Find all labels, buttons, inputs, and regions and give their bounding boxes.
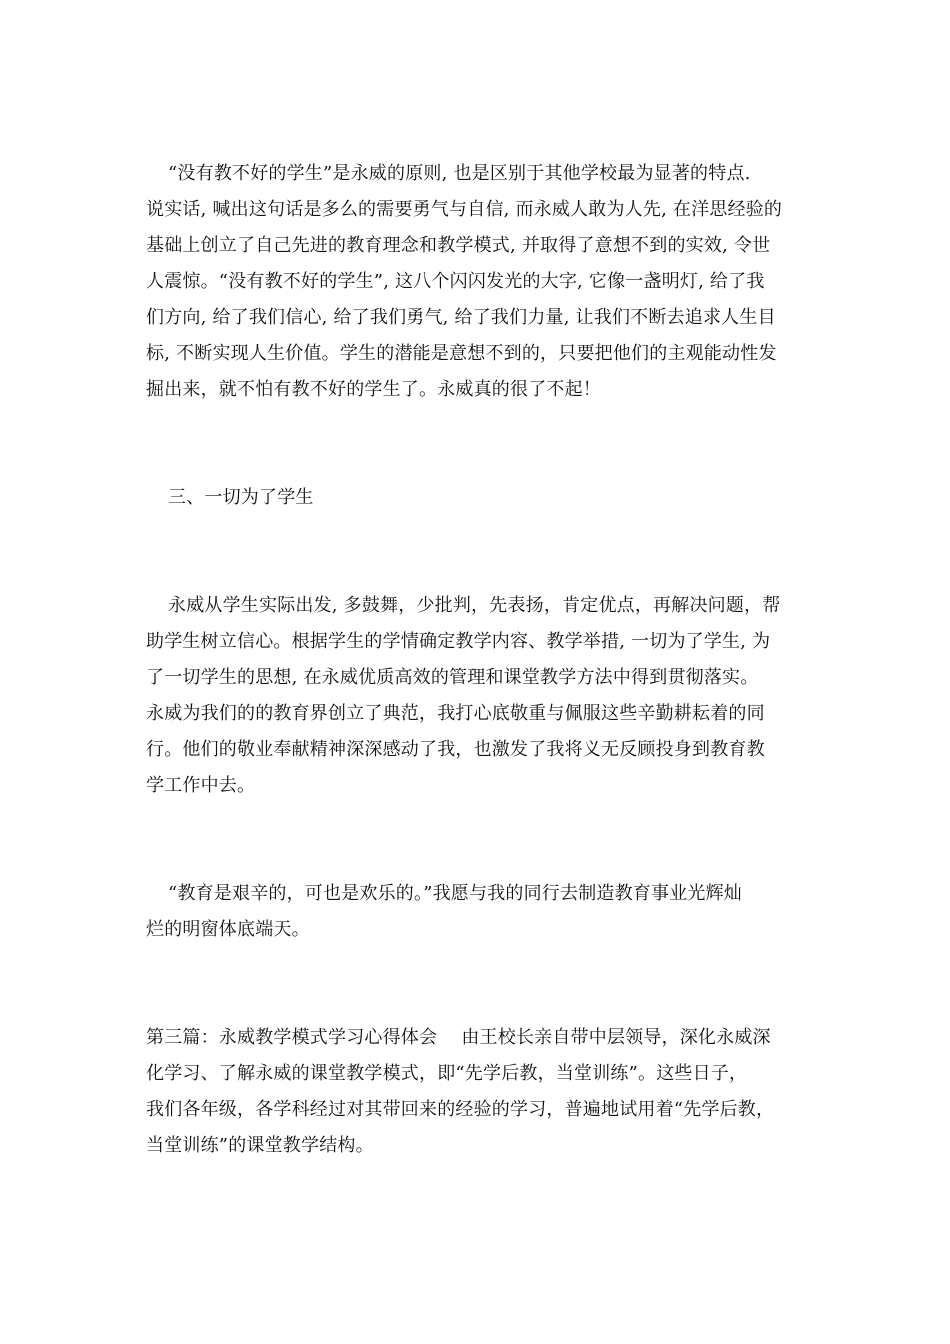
text-line: 永威从学生实际出发, 多鼓舞，少批判，先表扬，肯定优点，再解决问题，帮 bbox=[168, 595, 781, 616]
text-line: 掘出来，就不怕有教不好的学生了。永威真的很了不起！ bbox=[146, 379, 601, 400]
paragraph-for-students bbox=[146, 588, 814, 804]
text-line: 行。他们的敬业奉献精神深深感动了我，也激发了我将义无反顾投身到教育教 bbox=[146, 739, 765, 760]
paragraph-third-article bbox=[146, 1020, 814, 1164]
paragraph-education-quote bbox=[146, 876, 814, 948]
text-line: 标, 不断实现人生价值。学生的潜能是意想不到的，只要把他们的主观能动性发 bbox=[146, 343, 777, 364]
section-heading bbox=[146, 480, 814, 516]
text-line: 烂的明窗体底端天。 bbox=[146, 919, 310, 940]
text-line: 助学生树立信心。根据学生的学情确定教学内容、教学举措, 一切为了学生, 为 bbox=[146, 631, 771, 652]
text-line: “没有教不好的学生”是永威的原则, 也是区别于其他学校最为显著的特点. bbox=[168, 163, 751, 184]
text-line: 化学习、了解永威的课堂教学模式，即“先学后教，当堂训练”。这些日子， bbox=[146, 1063, 748, 1084]
text-line: 说实话, 喊出这句话是多么的需要勇气与自信, 而永威人敢为人先, 在洋思经验的 bbox=[146, 199, 783, 220]
text-line: 第三篇：永威教学模式学习心得体会 由王校长亲自带中层领导，深化永威深 bbox=[146, 1027, 771, 1048]
text-line: 学工作中去。 bbox=[146, 775, 256, 796]
text-line: 当堂训练”的课堂教学结构。 bbox=[146, 1135, 374, 1156]
text-line: 我们各年级，各学科经过对其带回来的经验的学习，普遍地试用着“先学后教， bbox=[146, 1099, 775, 1120]
heading-text: 三、一切为了学生 bbox=[168, 487, 314, 508]
text-line: “教育是艰辛的，可也是欢乐的。”我愿与我的同行去制造教育事业光辉灿 bbox=[168, 883, 743, 904]
text-line: 们方向, 给了我们信心, 给了我们勇气, 给了我们力量, 让我们不断去追求人生目 bbox=[146, 307, 776, 328]
text-line: 基础上创立了自己先进的教育理念和教学模式, 并取得了意想不到的实效, 令世 bbox=[146, 235, 771, 256]
text-line: 人震惊。“没有教不好的学生”, 这八个闪闪发光的大字, 它像一盏明灯, 给了我 bbox=[146, 271, 765, 292]
paragraph-principle bbox=[146, 156, 814, 408]
text-line: 了一切学生的思想, 在永威优质高效的管理和课堂教学方法中得到贯彻落实。 bbox=[146, 667, 759, 688]
text-line: 永威为我们的的教育界创立了典范，我打心底敬重与佩服这些辛勤耕耘着的同 bbox=[146, 703, 765, 724]
